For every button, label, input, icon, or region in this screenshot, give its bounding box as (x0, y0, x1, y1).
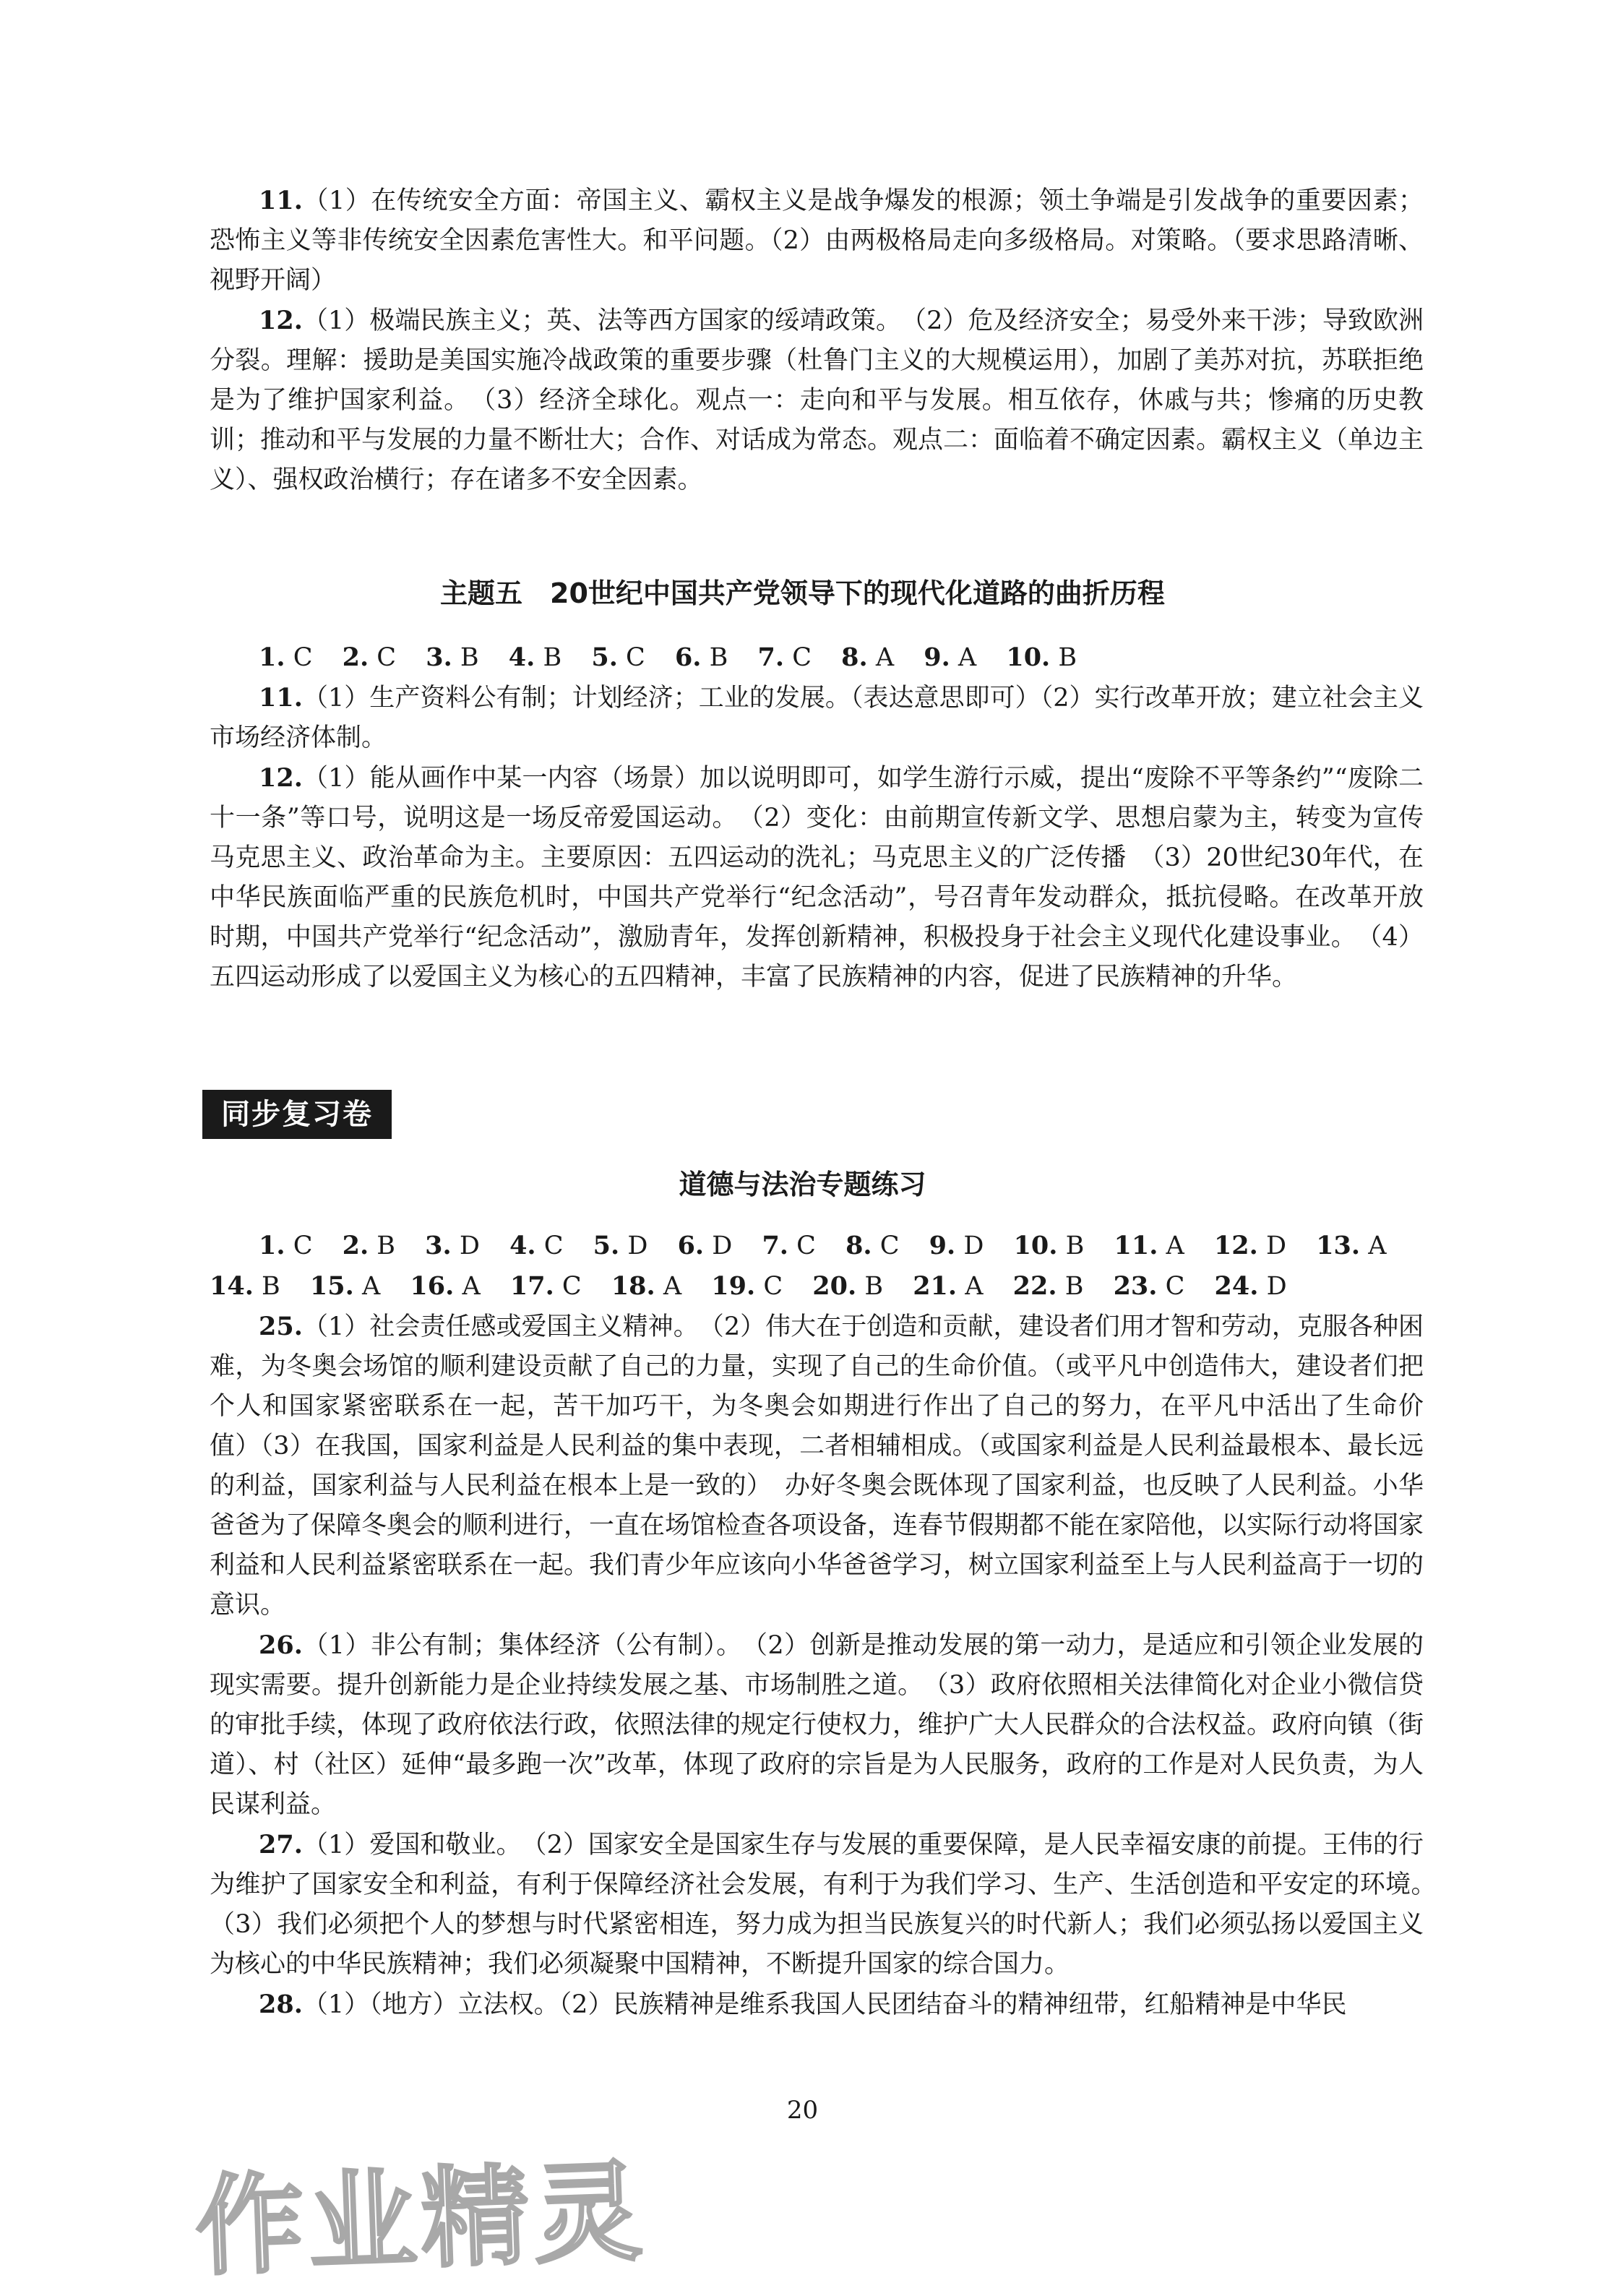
answer-item-28: 28.（1）（地方）立法权。（2）民族精神是维系我国人民团结奋斗的精神纽带，红船精神是中华民 (259, 1990, 1347, 2019)
mc-answer: 22. B (1012, 1271, 1084, 1301)
review-mc-row-1 (210, 1226, 1424, 1266)
mc-answer: 12. D (1213, 1231, 1287, 1260)
mc-answer: 14. B (210, 1271, 280, 1301)
mc-answer: 13. A (1316, 1231, 1387, 1260)
mc-answer: 3. D (425, 1231, 480, 1260)
mc-answer: 5. C (591, 642, 645, 672)
watermark-logo: 作业精灵 (193, 2149, 649, 2291)
mc-answer: 23. C (1113, 1271, 1185, 1301)
mc-answer: 6. D (677, 1231, 733, 1260)
mc-answer: 8. C (845, 1231, 900, 1260)
review-heading: 道德与法治专题练习 (679, 1169, 926, 1200)
review-mc-row-2 (210, 1266, 1424, 1307)
mc-answer: 19. C (711, 1271, 783, 1301)
mc-answer: 4. B (508, 642, 562, 672)
mc-answer: 24. D (1214, 1271, 1287, 1301)
mc-answer: 8. A (841, 642, 895, 672)
review-section (210, 1226, 1450, 2025)
mc-answer: 1. C (259, 1231, 313, 1260)
mc-answer: 5. D (593, 1231, 648, 1260)
answer-item-26: 26.（1）非公有制；集体经济（公有制）。 （2）创新是推动发展的第一动力，是适应和引领企业发展的现实需要。提升创新能力是企业持续发展之基、市场制胜之道。 （3）政府依照相关法律简化对企业小微信贷的审批手续，体现了政府依法行政，依照法律的规定行使权力，维护广大人民群众的合法权益。政府向镇（街道）、村（社区）延伸“最多跑一次”改革，体现了政府的宗旨是为人民服务，政府的工作是对人民负责，为人民谋利益。 (210, 1630, 1424, 1819)
answer-item-25: 25.（1）社会责任感或爱国主义精神。 （2）伟大在于创造和贡献，建设者们用才智和劳动，克服各种困难，为冬奥会场馆的顺利建设贡献了自己的力量，实现了自己的生命价值。（或平凡中创造伟大，建设者们把个人和国家紧密联系在一起，苦干加巧干，为冬奥会如期进行作出了自己的努力，在平凡中活出了生命价值）（3）在我国，国家利益是人民利益的集中表现，二者相辅相成。（或国家利益是人民利益最根本、最长远的利益，国家利益与人民利益在根本上是一致的） 办好冬奥会既体现了国家利益，也反映了人民利益。小华爸爸为了保障冬奥会的顺利进行，一直在场馆检查各项设备，连春节假期都不能在家陪他，以实际行动将国家利益和人民利益紧密联系在一起。我们青少年应该向小华爸爸学习，树立国家利益至上与人民利益高于一切的意识。 (210, 1312, 1424, 1620)
theme5-mc-answers (210, 637, 1424, 678)
mc-answer: 17. C (509, 1271, 582, 1301)
mc-answer: 18. A (611, 1271, 682, 1301)
mc-answer: 7. C (757, 642, 812, 672)
answer-item-11: 11.（1）生产资料公有制；计划经济；工业的发展。（表达意思即可）（2）实行改革开放；建立社会主义市场经济体制。 (210, 683, 1424, 752)
answer-item-12: 12.（1）能从画作中某一内容（场景）加以说明即可，如学生游行示威，提出“废除不平等条约”“废除二十一条”等口号，说明这是一场反帝爱国运动。 （2）变化：由前期宣传新文学、思想启蒙为主，转变为宣传马克思主义、政治革命为主。主要原因：五四运动的洗礼；马克思主义的广泛传播 （3）20世纪30年代，在中华民族面临严重的民族危机时，中国共产党举行“纪念活动”，号召青年发动群众，抵抗侵略。在改革开放时期，中国共产党举行“纪念活动”，激励青年，发挥创新精神，积极投身于社会主义现代化建设事业。 （4）五四运动形成了以爱国主义为核心的五四精神，丰富了民族精神的内容，促进了民族精神的升华。 (210, 763, 1424, 992)
mc-answer: 9. D (929, 1231, 984, 1260)
mc-answer: 16. A (410, 1271, 481, 1301)
mc-answer: 7. C (762, 1231, 816, 1260)
answer-item-12: 12.（1）极端民族主义；英、法等西方国家的绥靖政策。 （2）危及经济安全；易受外来干涉；导致欧洲分裂。理解：援助是美国实施冷战政策的重要步骤（杜鲁门主义的大规模运用），加剧了美苏对抗，苏联拒绝是为了维护国家利益。 （3）经济全球化。观点一：走向和平与发展。相互依存，休戚与共；惨痛的历史教训；推动和平与发展的力量不断壮大；合作、对话成为常态。观点二：面临着不确定因素。霸权主义（单边主义）、强权政治横行；存在诸多不安全因素。 (210, 306, 1424, 494)
section-top (210, 181, 1424, 500)
mc-answer: 21. A (913, 1271, 984, 1301)
page-number: 20 (786, 2096, 819, 2125)
mc-answer: 10. B (1006, 642, 1077, 672)
mc-answer: 20. B (812, 1271, 884, 1301)
answer-item-11: 11.（1）在传统安全方面：帝国主义、霸权主义是战争爆发的根源；领土争端是引发战争的重要因素；恐怖主义等非传统安全因素危害性大。和平问题。（2）由两极格局走向多级格局。对策略。（要求思路清晰、视野开阔） (210, 186, 1424, 295)
theme5-section (210, 637, 1424, 997)
mc-answer: 9. A (924, 642, 977, 672)
mc-answer: 10. B (1013, 1231, 1085, 1260)
mc-answer: 6. B (674, 642, 728, 672)
mc-answer: 4. C (509, 1231, 564, 1260)
mc-answer: 11. A (1114, 1231, 1184, 1260)
answer-item-27: 27.（1）爱国和敬业。 （2）国家安全是国家生存与发展的重要保障，是人民幸福安康的前提。王伟的行为维护了国家安全和利益，有利于保障经济社会发展，有利于为我们学习、生产、生活创造和平安定的环境。 （3）我们必须把个人的梦想与时代紧密相连，努力成为担当民族复兴的时代新人；我们必须弘扬以爱国主义为核心的中华民族精神；我们必须凝聚中国精神，不断提升国家的综合国力。 (210, 1830, 1450, 1979)
mc-answer: 15. A (309, 1271, 381, 1301)
section-banner: 同步复习卷 (202, 1090, 392, 1139)
mc-answer: 1. C (259, 642, 313, 672)
theme5-heading: 主题五 20世纪中国共产党领导下的现代化道路的曲折历程 (440, 577, 1165, 609)
mc-answer: 2. C (342, 642, 397, 672)
mc-answer: 3. B (426, 642, 479, 672)
mc-answer: 2. B (342, 1231, 396, 1260)
